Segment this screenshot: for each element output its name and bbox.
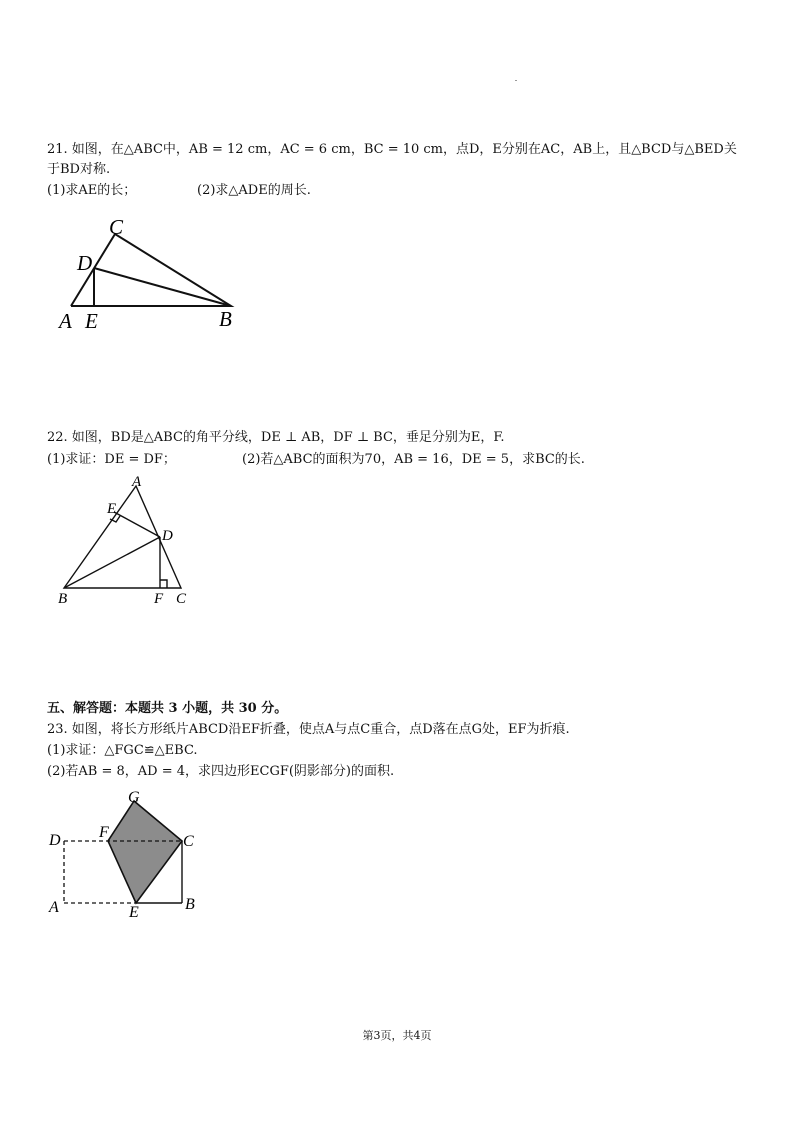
q23-stem: 23. 如图，将长方形纸片ABCD沿EF折叠，使点A与点C重合，点D落在点G处，EF为折痕. xyxy=(47,722,570,737)
q21-label-a: A xyxy=(59,309,72,333)
q23-part2: (2)若AB = 8，AD = 4，求四边形ECGF(阴影部分)的面积. xyxy=(47,764,395,779)
q23-label-b: B xyxy=(185,896,195,913)
q23-shaded-quadrilateral-ecgf xyxy=(108,801,182,903)
q23-part1: (1)求证：△FGC≌△EBC. xyxy=(47,743,198,758)
q21-label-c: C xyxy=(109,215,124,239)
q21-label-b: B xyxy=(219,307,232,331)
q21-stem-line2: 于BD对称. xyxy=(47,162,111,177)
q22-label-d: D xyxy=(162,528,173,544)
section5-title: 五、解答题：本题共 3 小题，共 30 分。 xyxy=(47,701,288,716)
q23-label-e: E xyxy=(129,904,139,920)
q23-label-c: C xyxy=(183,833,194,850)
q22-label-b: B xyxy=(58,591,68,607)
q21-label-d: D xyxy=(77,251,93,275)
q23-label-d: D xyxy=(49,832,61,849)
q22-label-c: C xyxy=(176,591,187,607)
q22-stem: 22. 如图，BD是△ABC的角平分线，DE ⊥ AB，DF ⊥ BC，垂足分别为E，F. xyxy=(47,430,505,445)
q22-label-e: E xyxy=(107,501,117,517)
q23-label-f: F xyxy=(99,824,109,841)
q21-part2: (2)求△ADE的周长. xyxy=(197,183,311,198)
q21-stem-line1: 21. 如图，在△ABC中，AB = 12 cm，AC = 6 cm，BC = 10 cm，点D，E分别在AC，AB上，且△BCD与△BED关 xyxy=(47,142,737,157)
q22-segment-bd xyxy=(64,537,160,588)
q23-label-g: G xyxy=(128,789,140,806)
q22-label-f: F xyxy=(154,591,164,607)
q21-label-e: E xyxy=(85,309,98,333)
q22-part1: (1)求证：DE = DF； xyxy=(47,452,176,467)
page-footer: 第3页，共4页 xyxy=(362,1029,432,1042)
q22-right-angle-f xyxy=(160,580,167,588)
scan-speck xyxy=(515,80,517,81)
q21-part1: (1)求AE的长； xyxy=(47,183,137,198)
q21-figure xyxy=(55,212,255,337)
q22-part2: (2)若△ABC的面积为70，AB = 16，DE = 5，求BC的长. xyxy=(242,452,585,467)
q23-figure xyxy=(45,785,215,920)
q23-label-a: A xyxy=(49,899,59,916)
q22-figure xyxy=(50,472,200,607)
q21-segment-bd xyxy=(94,268,231,306)
q22-label-a: A xyxy=(132,474,142,490)
